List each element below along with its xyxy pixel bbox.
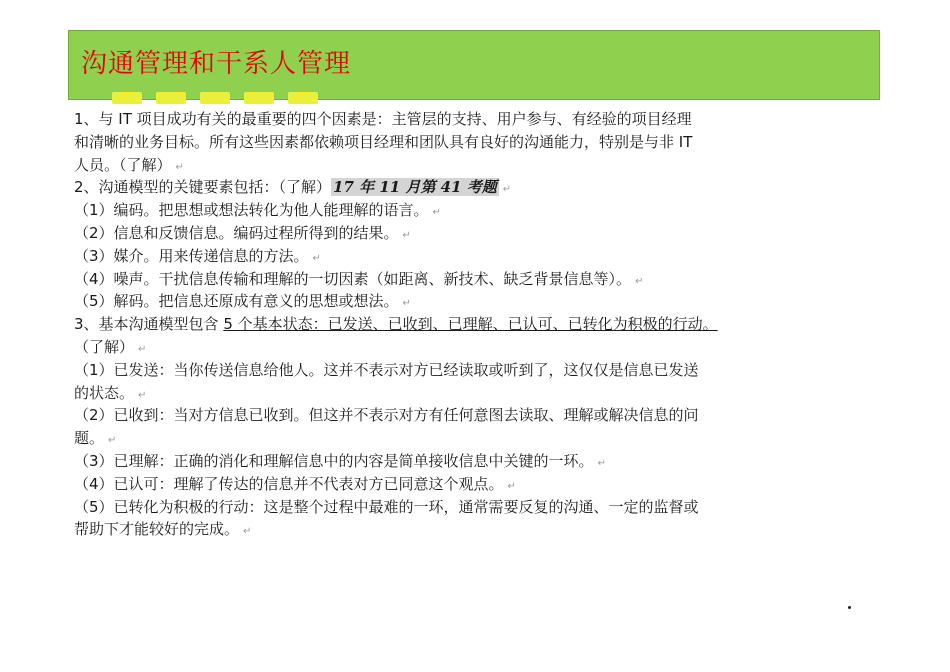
line-text: （1）已发送：当你传送信息给他人。这并不表示对方已经读取或听到了，这仅仅是信息已发送 xyxy=(74,360,699,379)
page-title: 沟通管理和干系人管理 xyxy=(81,49,352,79)
text-line xyxy=(74,268,834,291)
line-text: （1）编码。把思想或想法转化为他人能理解的语言。 xyxy=(74,201,429,220)
banner-decoration xyxy=(112,88,352,104)
text-line xyxy=(74,359,834,382)
text-line xyxy=(74,131,834,154)
line-text: （了解） xyxy=(74,337,135,356)
page-dot xyxy=(848,606,851,609)
line-text: 的状态。 xyxy=(74,383,135,402)
decoration-block xyxy=(200,92,230,104)
text-line xyxy=(74,313,834,336)
paragraph-mark-icon: ↵ xyxy=(108,435,117,447)
underlined-text: 5 个基本状态：已发送、已收到、已理解、已认可、已转化为积极的行动。 xyxy=(223,315,718,334)
decoration-block xyxy=(288,92,318,104)
line-text: （3）已理解：正确的消化和理解信息中的内容是简单接收信息中关键的一环。 xyxy=(74,451,594,470)
paragraph-mark-icon: ↵ xyxy=(243,526,252,538)
line-text: （2）信息和反馈信息。编码过程所得到的结果。 xyxy=(74,223,399,242)
line-text: （4）噪声。干扰信息传输和理解的一切因素（如距离、新技术、缺乏背景信息等）。 xyxy=(74,269,632,288)
paragraph-mark-icon: ↵ xyxy=(138,343,147,355)
text-line xyxy=(74,382,834,405)
line-text: （5）解码。把信息还原成有意义的思想或想法。 xyxy=(74,292,399,311)
exam-reference: 17 年 11 月第 41 考题 xyxy=(333,178,497,197)
line-text: 2、沟通模型的关键要素包括：（了解） xyxy=(74,178,332,197)
line-text: （4）已认可：理解了传达的信息并不代表对方已同意这个观点。 xyxy=(74,474,504,493)
paragraph-mark-icon: ↵ xyxy=(635,275,644,287)
paragraph-mark-icon: ↵ xyxy=(402,229,411,241)
paragraph-mark-icon: ↵ xyxy=(432,207,441,219)
decoration-block xyxy=(244,92,274,104)
paragraph-mark-icon: ↵ xyxy=(502,184,512,196)
paragraph-mark-icon: ↵ xyxy=(138,389,147,401)
decoration-block xyxy=(156,92,186,104)
line-text: 人员。（了解） xyxy=(74,155,172,174)
text-line xyxy=(74,427,834,450)
text-line xyxy=(74,473,834,496)
text-line xyxy=(74,404,834,427)
line-text: 3、基本沟通模型包含 xyxy=(74,315,224,334)
text-line xyxy=(74,154,834,177)
text-line xyxy=(74,199,834,222)
line-text: （3）媒介。用来传递信息的方法。 xyxy=(74,246,309,265)
line-text: 题。 xyxy=(74,429,105,448)
line-text: 和清晰的业务目标。所有这些因素都依赖项目经理和团队具有良好的沟通能力，特别是与非 IT xyxy=(74,132,693,151)
paragraph-mark-icon: ↵ xyxy=(312,252,321,264)
line-text: 1、与 IT 项目成功有关的最重要的四个因素是：主管层的支持、用户参与、有经验的项目经理 xyxy=(74,110,692,128)
text-line xyxy=(74,518,834,541)
line-text: （2）已收到：当对方信息已收到。但这并不表示对方有任何意图去读取、理解或解决信息的问 xyxy=(74,406,699,425)
text-line xyxy=(74,450,834,473)
text-line xyxy=(74,290,834,313)
paragraph-mark-icon: ↵ xyxy=(402,298,411,310)
text-line xyxy=(74,222,834,245)
decoration-block xyxy=(112,92,142,104)
paragraph-mark-icon: ↵ xyxy=(507,480,516,492)
text-line xyxy=(74,496,834,519)
line-text: （5）已转化为积极的行动：这是整个过程中最难的一环，通常需要反复的沟通、一定的监督或 xyxy=(74,497,699,516)
text-line xyxy=(74,245,834,268)
line-text: 帮助下才能较好的完成。 xyxy=(74,520,240,539)
paragraph-mark-icon: ↵ xyxy=(175,161,184,173)
document-body xyxy=(74,108,834,541)
text-line xyxy=(74,176,834,199)
paragraph-mark-icon: ↵ xyxy=(597,457,606,469)
text-line xyxy=(74,108,834,131)
text-line xyxy=(74,336,834,359)
